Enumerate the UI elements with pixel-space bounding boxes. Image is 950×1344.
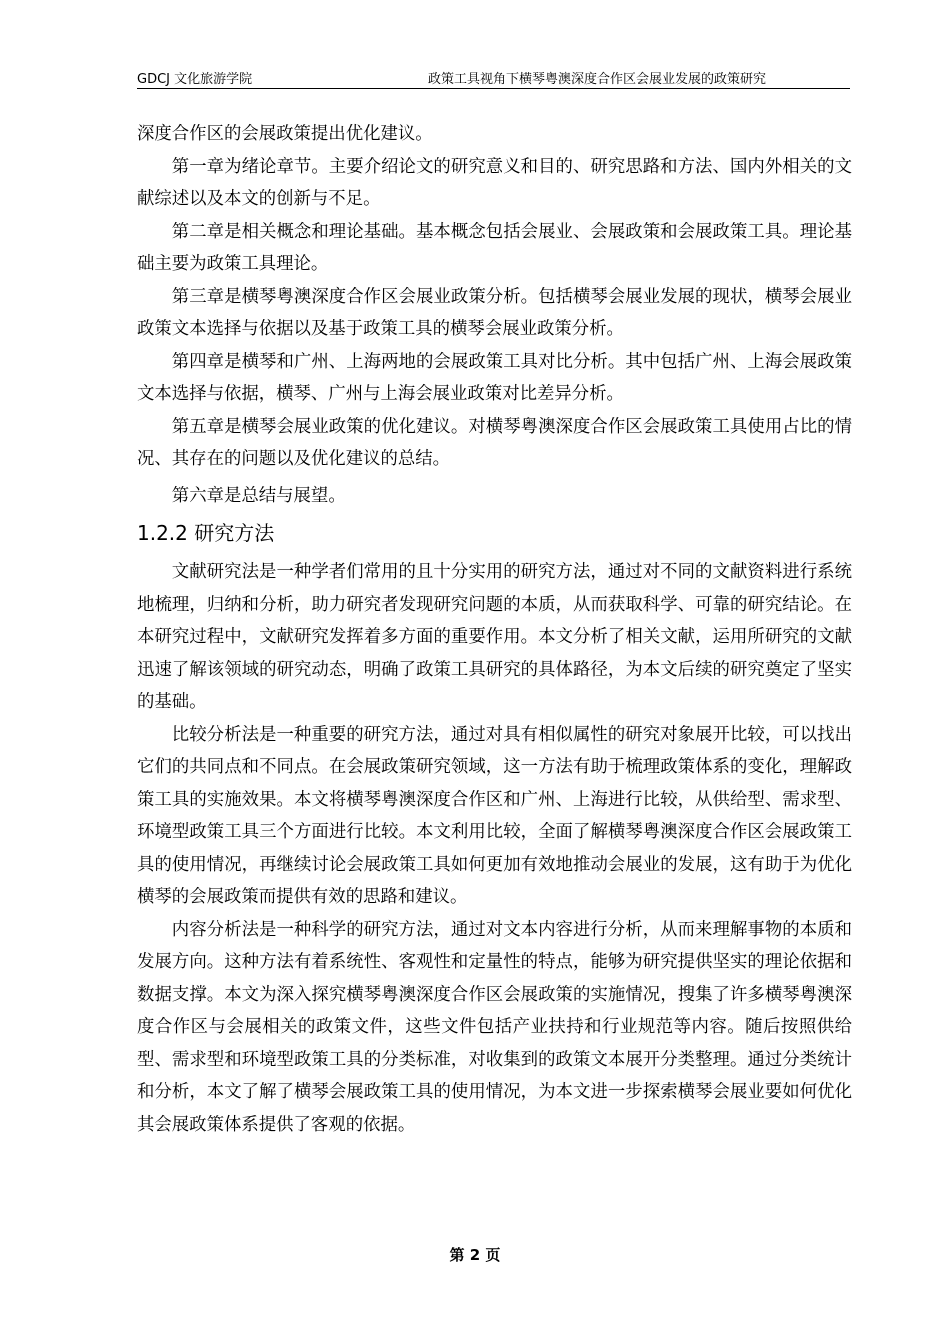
paragraph-chapter-3: 第三章是横琴粤澳深度合作区会展业政策分析。包括横琴会展业发展的现状，横琴会展业政策文本选择与依据以及基于政策工具的横琴会展业政策分析。 bbox=[137, 286, 852, 339]
header-paper-title: 政策工具视角下横琴粤澳深度合作区会展业发展的政策研究 bbox=[427, 72, 766, 87]
paragraph-literature-method: 文献研究法是一种学者们常用的且十分实用的研究方法，通过对不同的文献资料进行系统地梳理，归纳和分析，助力研究者发现研究问题的本质，从而获取科学、可靠的研究结论。在本研究过程中，文献研究发挥着多方面的重要作用。本文分析了相关文献，运用所研究的文献迅速了解该领域的研究动态，明确了政策工具研究的具体路径，为本文后续的研究奠定了坚实的基础。 bbox=[137, 562, 852, 712]
header-institution: GDCJ 文化旅游学院 bbox=[137, 72, 253, 87]
paragraph-chapter-6: 第六章是总结与展望。 bbox=[171, 485, 346, 506]
page-body bbox=[137, 118, 852, 1141]
paragraph-chapter-1: 第一章为绪论章节。主要介绍论文的研究意义和目的、研究思路和方法、国内外相关的文献综述以及本文的创新与不足。 bbox=[137, 156, 852, 209]
paragraph-chapter-2: 第二章是相关概念和理论基础。基本概念包括会展业、会展政策和会展政策工具。理论基础主要为政策工具理论。 bbox=[137, 221, 852, 274]
page-header bbox=[137, 66, 850, 89]
paragraph-chapter-4: 第四章是横琴和广州、上海两地的会展政策工具对比分析。其中包括广州、上海会展政策文本选择与依据，横琴、广州与上海会展业政策对比差异分析。 bbox=[137, 351, 852, 404]
paragraph-continuation: 深度合作区的会展政策提出优化建议。 bbox=[137, 124, 433, 144]
paragraph-content-analysis-method: 内容分析法是一种科学的研究方法，通过对文本内容进行分析，从而来理解事物的本质和发展方向。这种方法有着系统性、客观性和定量性的特点，能够为研究提供坚实的理论依据和数据支撑。本文为深入探究横琴粤澳深度合作区会展政策的实施情况，搜集了许多横琴粤澳深度合作区与会展相关的政策文件，这些文件包括产业扶持和行业规范等内容。随后按照供给型、需求型和环境型政策工具的分类标准，对收集到的政策文本展开分类整理。通过分类统计和分析，本文了解了横琴会展政策工具的使用情况，为本文进一步探索横琴会展业要如何优化其会展政策体系提供了客观的依据。 bbox=[137, 919, 852, 1135]
page-number: 第 2 页 bbox=[449, 1246, 501, 1264]
paragraph-comparative-method: 比较分析法是一种重要的研究方法，通过对具有相似属性的研究对象展开比较，可以找出它们的共同点和不同点。在会展政策研究领域，这一方法有助于梳理政策体系的变化，理解政策工具的实施效果。本文将横琴粤澳深度合作区和广州、上海进行比较，从供给型、需求型、环境型政策工具三个方面进行比较。本文利用比较，全面了解横琴粤澳深度合作区会展政策工具的使用情况，再继续讨论会展政策工具如何更加有效地推动会展业的发展，这有助于为优化横琴的会展政策而提供有效的思路和建议。 bbox=[137, 724, 852, 907]
section-heading-research-methods: 1.2.2 研究方法 bbox=[137, 521, 275, 545]
paragraph-chapter-5: 第五章是横琴会展业政策的优化建议。对横琴粤澳深度合作区会展政策工具使用占比的情况、其存在的问题以及优化建议的总结。 bbox=[137, 416, 852, 469]
